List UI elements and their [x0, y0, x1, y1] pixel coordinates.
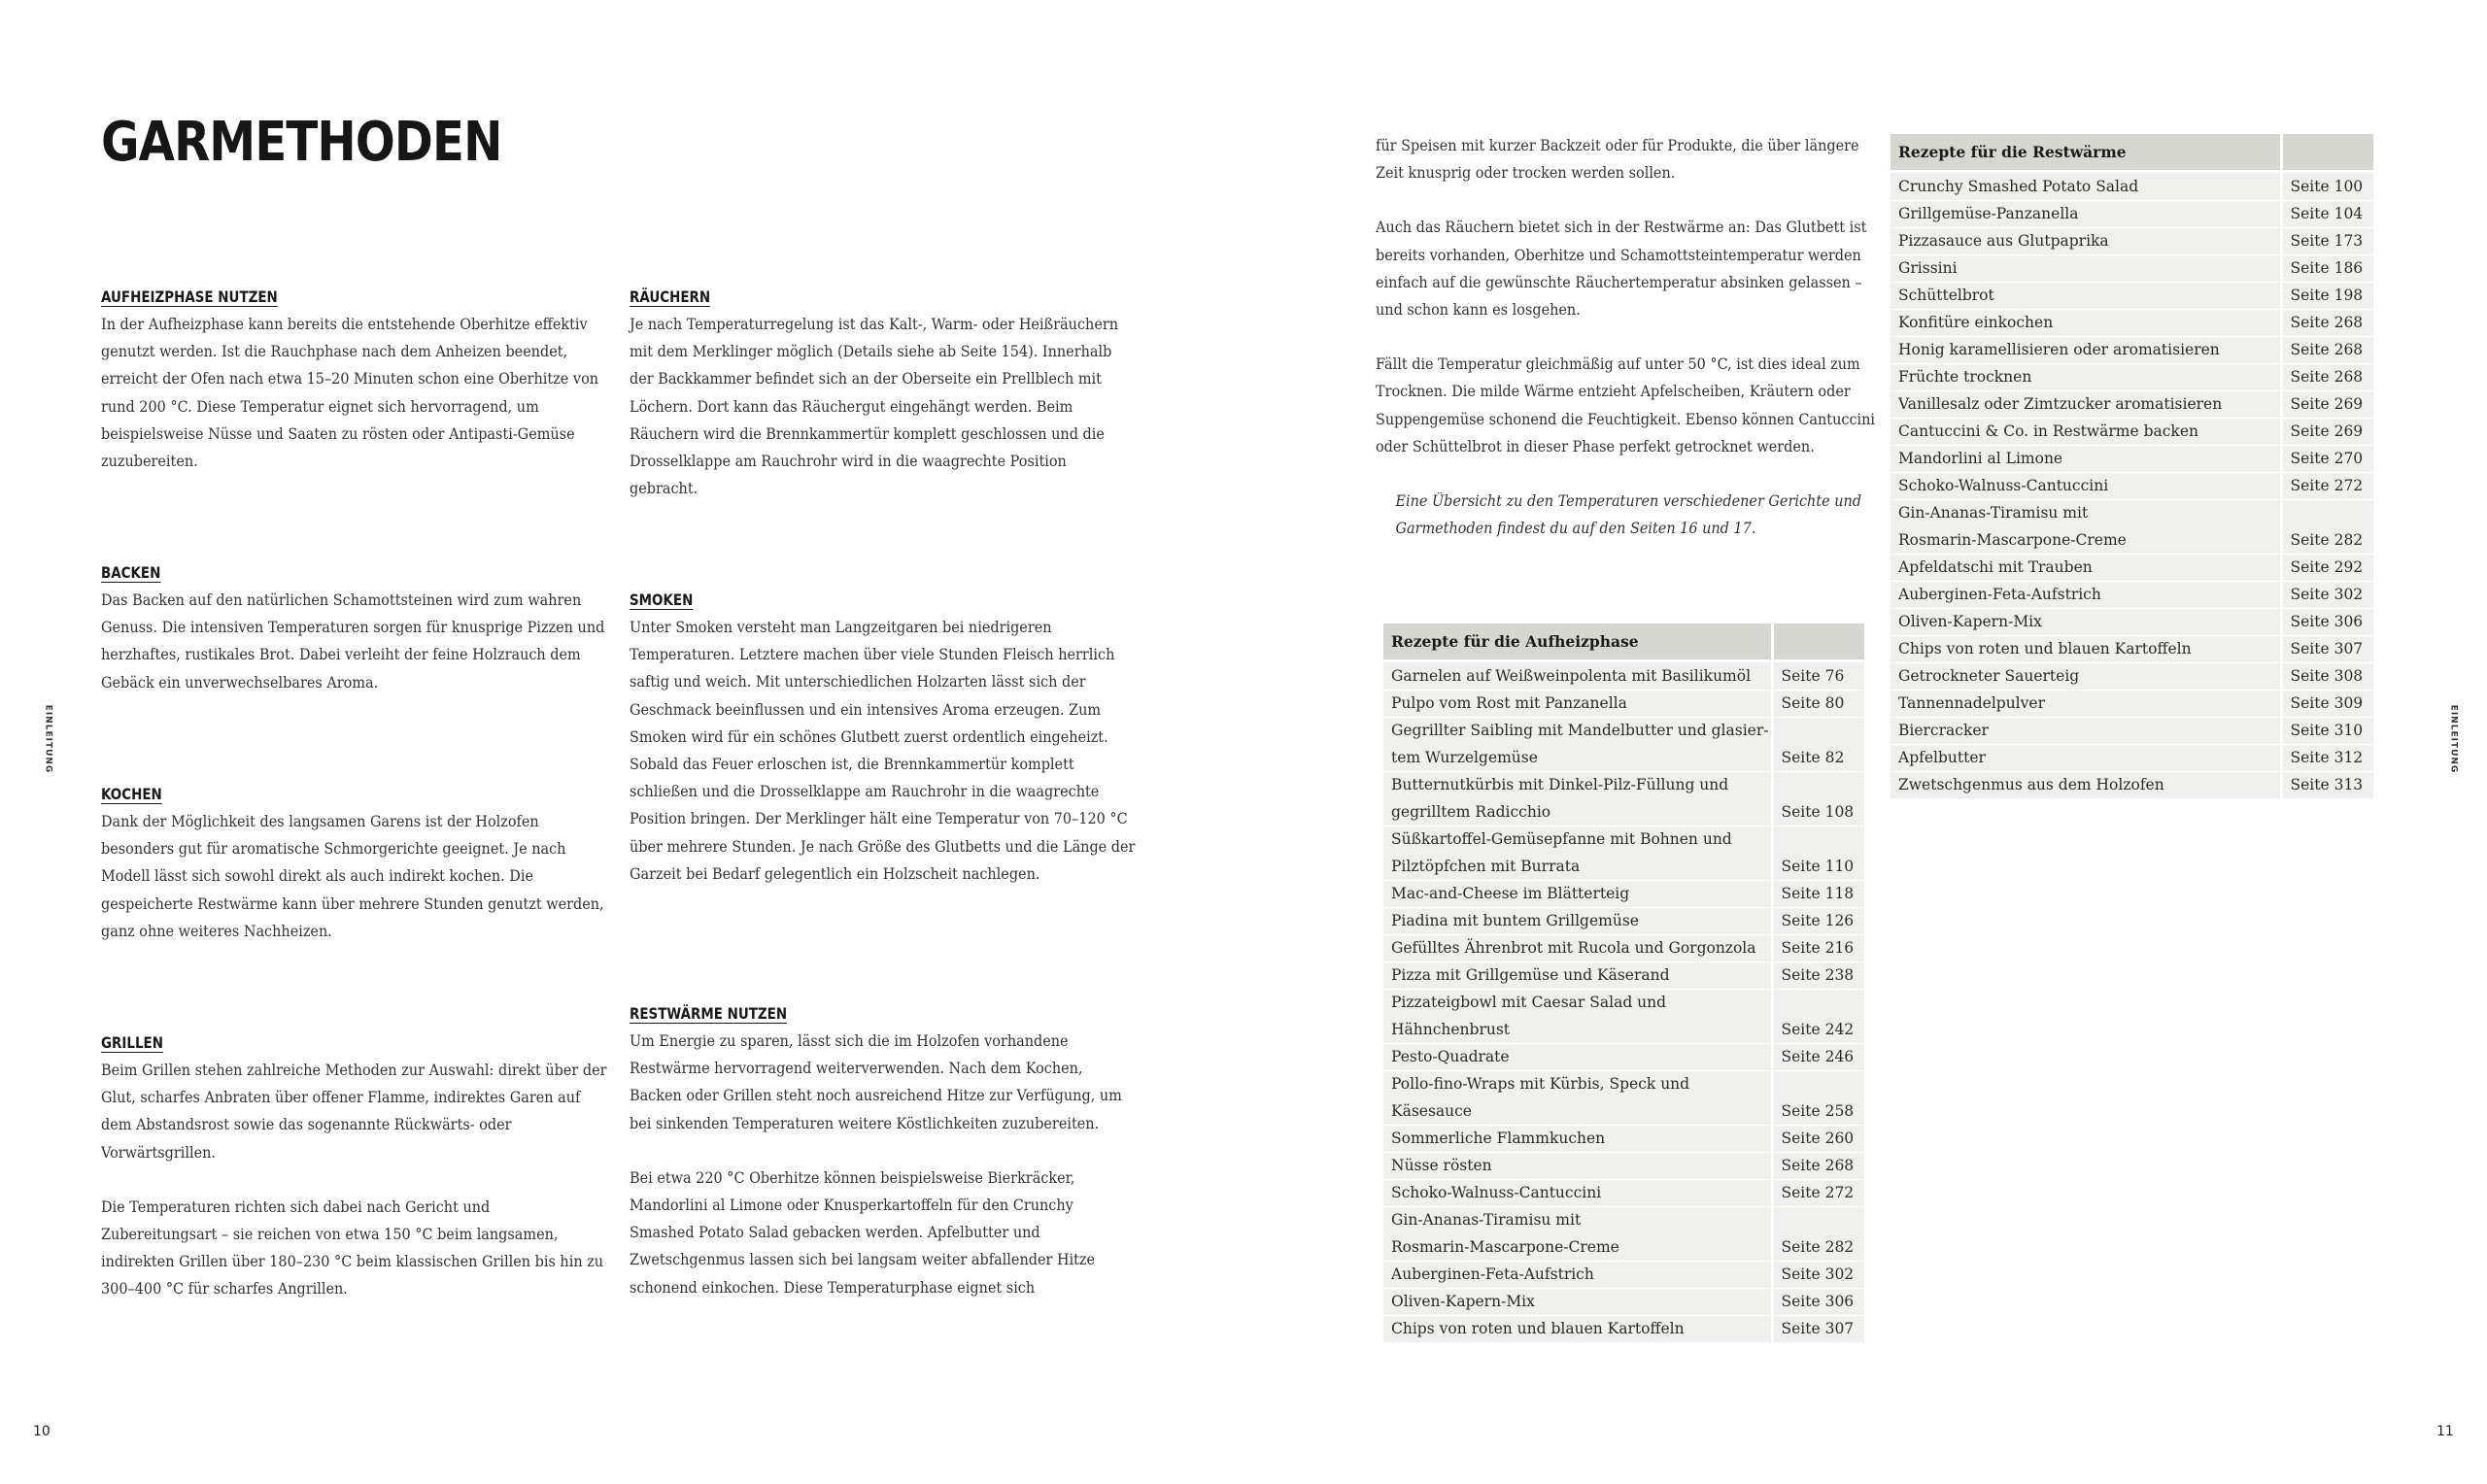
section-restwaerme-continued — [1376, 132, 1881, 542]
recipe-page: Seite 126 — [1772, 907, 1866, 934]
body-paragraph: für Speisen mit kurzer Backzeit oder für Produkte, die über längere Zeit knusprig oder trocken werden sollen. — [1376, 137, 1859, 183]
recipe-name-line: gegrilltem Radicchio — [1391, 802, 1551, 821]
table-row — [1383, 1288, 1866, 1315]
body-paragraph: Dank der Möglichkeit des langsamen Garens ist der Holzofen besonders gut für aromatische Schmorgerichte geeignet. Je nach Modell lässt sich sowohl direkt als auch indirekt kochen. Die gespeicherte Restwärme kann über mehrere Stunden genutzt werden, ganz ohne weiteres Nachheizen. — [101, 813, 604, 940]
section-grillen — [101, 1029, 606, 1303]
table-row — [1383, 717, 1866, 771]
recipe-page: Seite 307 — [1772, 1315, 1866, 1342]
recipe-page: Seite 246 — [1772, 1043, 1866, 1070]
recipe-page: Seite 302 — [2281, 581, 2375, 608]
recipe-page: Seite 198 — [2281, 282, 2375, 309]
recipe-page: Seite 292 — [2281, 554, 2375, 581]
recipe-name-line: Nüsse rösten — [1391, 1156, 1492, 1174]
recipe-name-line: tem Wurzelgemüse — [1391, 748, 1538, 766]
table-header-row — [1383, 624, 1866, 660]
recipe-page: Seite 104 — [2281, 200, 2375, 227]
page-title: GARMETHODEN — [101, 111, 502, 174]
recipe-name — [1891, 309, 2281, 336]
section-heading: KOCHEN — [101, 785, 162, 803]
recipe-page: Seite 80 — [1772, 690, 1866, 717]
recipe-name — [1891, 418, 2281, 445]
recipe-name-line: Gegrillter Saibling mit Mandelbutter und glasier- — [1391, 721, 1769, 739]
section-heading: AUFHEIZPHASE NUTZEN — [101, 287, 278, 306]
recipe-name-line: Gin-Ananas-Tiramisu mit — [1391, 1210, 1582, 1229]
section-heading: BACKEN — [101, 563, 161, 582]
table-row — [1891, 635, 2375, 662]
table-row — [1891, 282, 2375, 309]
recipe-name — [1383, 717, 1772, 771]
recipe-page: Seite 272 — [1772, 1179, 1866, 1206]
side-label-left: EINLEITUNG — [43, 704, 53, 774]
recipe-name-line: Gin-Ananas-Tiramisu mit — [1898, 503, 2089, 522]
table-row — [1891, 608, 2375, 635]
recipe-name — [1891, 171, 2281, 200]
recipe-page: Seite 282 — [1772, 1206, 1866, 1261]
recipe-name-line: Tannennadelpulver — [1898, 693, 2045, 712]
section-backen — [101, 559, 606, 696]
recipe-page: Seite 306 — [1772, 1288, 1866, 1315]
recipe-name-line: Käsesauce — [1391, 1101, 1472, 1120]
recipe-page: Seite 118 — [1772, 880, 1866, 907]
recipe-name — [1383, 1043, 1772, 1070]
recipe-name — [1891, 336, 2281, 363]
recipe-name-line: Grillgemüse-Panzanella — [1898, 204, 2079, 222]
table-row — [1891, 363, 2375, 390]
recipe-name — [1891, 390, 2281, 418]
recipe-name — [1891, 499, 2281, 554]
recipe-name-line: Vanillesalz oder Zimtzucker aromatisieren — [1898, 394, 2223, 413]
recipe-name — [1891, 282, 2281, 309]
body-paragraph: Das Backen auf den natürlichen Schamottsteinen wird zum wahren Genuss. Die intensiven Temperaturen sorgen für knusprige Pizzen und herzhaftes, rustikales Brot. Dabei verleiht der feine Holzrauch dem Gebäck ein unverwechselbares Aroma. — [101, 591, 605, 691]
recipe-name — [1383, 1261, 1772, 1288]
recipe-name — [1383, 880, 1772, 907]
recipe-name-line: Apfeldatschi mit Trauben — [1898, 557, 2093, 576]
table-row — [1891, 309, 2375, 336]
recipe-page: Seite 76 — [1772, 660, 1866, 690]
recipe-page: Seite 242 — [1772, 989, 1866, 1043]
table-row — [1383, 1125, 1866, 1152]
recipe-name-line: Piadina mit buntem Grillgemüse — [1391, 911, 1639, 929]
recipe-name-line: Oliven-Kapern-Mix — [1391, 1292, 1535, 1310]
table-restwaerme — [1891, 134, 2376, 798]
table-heading: Rezepte für die Restwärme — [1891, 134, 2281, 171]
table-row — [1383, 826, 1866, 880]
table-row — [1891, 499, 2375, 554]
recipe-name — [1383, 826, 1772, 880]
recipe-name — [1383, 1152, 1772, 1179]
table-row — [1891, 227, 2375, 254]
recipe-name-line: Auberginen-Feta-Aufstrich — [1391, 1265, 1594, 1283]
table-row — [1891, 336, 2375, 363]
table-row — [1891, 418, 2375, 445]
recipe-name — [1383, 771, 1772, 826]
recipe-page: Seite 302 — [1772, 1261, 1866, 1288]
table-aufheizphase — [1383, 624, 1867, 1342]
recipe-page: Seite 312 — [2281, 744, 2375, 771]
table-row — [1891, 771, 2375, 798]
recipe-name-line: Rosmarin-Mascarpone-Creme — [1898, 530, 2127, 549]
recipe-name-line: Pulpo vom Rost mit Panzanella — [1391, 693, 1627, 712]
recipe-name-line: Hähnchenbrust — [1391, 1020, 1511, 1038]
recipe-name — [1891, 690, 2281, 717]
recipe-name-line: Mandorlini al Limone — [1898, 449, 2063, 467]
recipe-name-line: Pizzasauce aus Glutpaprika — [1898, 231, 2109, 250]
recipe-name — [1383, 934, 1772, 961]
table-row — [1383, 1261, 1866, 1288]
recipe-name — [1383, 1206, 1772, 1261]
recipe-name — [1383, 690, 1772, 717]
recipe-page: Seite 308 — [2281, 662, 2375, 690]
recipe-page: Seite 272 — [2281, 472, 2375, 499]
recipe-page: Seite 268 — [2281, 309, 2375, 336]
recipe-name — [1383, 1070, 1772, 1125]
recipe-name-line: Crunchy Smashed Potato Salad — [1898, 177, 2139, 195]
recipe-name-line: Gefülltes Ährenbrot mit Rucola und Gorgonzola — [1391, 938, 1756, 957]
table-row — [1383, 880, 1866, 907]
recipe-name — [1891, 445, 2281, 472]
recipe-page: Seite 309 — [2281, 690, 2375, 717]
recipe-name — [1891, 363, 2281, 390]
table-row — [1891, 690, 2375, 717]
table-row — [1383, 989, 1866, 1043]
recipe-name-line: Rosmarin-Mascarpone-Creme — [1391, 1237, 1619, 1256]
body-paragraph: Je nach Temperaturregelung ist das Kalt-, Warm- oder Heißräuchern mit dem Merklinger möglich (Details siehe ab Seite 154). Innerhalb der Backkammer befindet sich an der Oberseite ein Prellblech mit Löchern. Dort kann das Räuchergut eingehängt werden. Beim Räuchern wird die Brennkammertür komplett geschlossen und die Drosselklappe am Rauchrohr wird in die waagrechte Position gebracht. — [630, 316, 1119, 498]
recipe-name-line: Chips von roten und blauen Kartoffeln — [1898, 639, 2192, 658]
recipe-page: Seite 307 — [2281, 635, 2375, 662]
body-paragraph: Fällt die Temperatur gleichmäßig auf unter 50 °C, ist dies ideal zum Trocknen. Die milde Wärme entzieht Apfelscheiben, Kräutern oder Suppengemüse schonend die Feuchtigkeit. Ebenso können Cantuccini oder Schüttelbrot in dieser Phase perfekt getrocknet werden. — [1376, 355, 1876, 455]
recipe-page: Seite 258 — [1772, 1070, 1866, 1125]
recipe-name — [1383, 1179, 1772, 1206]
table-row — [1383, 907, 1866, 934]
section-heading: RESTWÄRME NUTZEN — [630, 1004, 788, 1023]
table-row — [1383, 1315, 1866, 1342]
recipe-name-line: Getrockneter Sauerteig — [1898, 666, 2080, 685]
table-row — [1891, 554, 2375, 581]
body-paragraph: In der Aufheizphase kann bereits die entstehende Oberhitze effektiv genutzt werden. Ist die Rauchphase nach dem Anheizen beendet, erreicht der Ofen nach etwa 15–20 Minuten schon eine Oberhitze von rund 200 °C. Diese Temperatur eignet sich hervorragend, um beispielsweise Nüsse und Saaten zu rösten oder Antipasti-Gemüse zuzubereiten. — [101, 316, 599, 471]
table-row — [1383, 1152, 1866, 1179]
recipe-name-line: Honig karamellisieren oder aromatisieren — [1898, 340, 2220, 358]
recipe-page: Seite 82 — [1772, 717, 1866, 771]
recipe-name — [1383, 961, 1772, 989]
recipe-name — [1891, 472, 2281, 499]
table-heading-blank — [2281, 134, 2375, 171]
table-row — [1891, 254, 2375, 282]
body-paragraph: Unter Smoken versteht man Langzeitgaren bei niedrigeren Temperaturen. Letztere machen über viele Stunden Fleisch herrlich saftig und weich. Mit unterschiedlichen Holzarten lässt sich der Geschmack beeinflussen und ein intensives Aroma erzeugen. Zum Smoken wird für ein schönes Glutbett zuerst ordentlich eingeheizt. Sobald das Feuer erloschen ist, die Brennkammertür komplett schließen und die Drosselklappe am Rauchrohr in die waagrechte Position bringen. Der Merklinger hält eine Temperatur von 70–120 °C über mehrere Stunden. Je nach Größe des Glutbetts und die Länge der Garzeit bei Bedarf gelegentlich ein Holzscheit nachlegen. — [630, 619, 1136, 883]
recipe-name — [1383, 1288, 1772, 1315]
section-raeuchern — [630, 284, 1135, 502]
section-heading: RÄUCHERN — [630, 287, 711, 306]
recipe-page: Seite 270 — [2281, 445, 2375, 472]
recipe-name — [1891, 635, 2281, 662]
recipe-page: Seite 268 — [1772, 1152, 1866, 1179]
recipe-name — [1383, 907, 1772, 934]
body-paragraph: Beim Grillen stehen zahlreiche Methoden zur Auswahl: direkt über der Glut, scharfes Anbraten über offener Flamme, indirektes Garen auf dem Abstandsrost sowie das sogenannte Rückwärts- oder Vorwärtsgrillen. — [101, 1062, 607, 1162]
recipe-name — [1383, 1125, 1772, 1152]
table-row — [1383, 660, 1866, 690]
table-row — [1891, 390, 2375, 418]
recipe-name — [1383, 660, 1772, 690]
recipe-name-line: Zwetschgenmus aus dem Holzofen — [1898, 775, 2164, 793]
table-row — [1383, 934, 1866, 961]
table-row — [1383, 1179, 1866, 1206]
body-paragraph: Die Temperaturen richten sich dabei nach Gericht und Zubereitungsart – sie reichen von etwa 150 °C beim langsamen, indirekten Grillen über 180–230 °C beim klassischen Grillen bis hin zu 300–400 °C für scharfes Angrillen. — [101, 1197, 604, 1298]
recipe-page: Seite 310 — [2281, 717, 2375, 744]
recipe-name-line: Sommerliche Flammkuchen — [1391, 1129, 1606, 1147]
table-row — [1891, 717, 2375, 744]
recipe-name-line: Pizza mit Grillgemüse und Käserand — [1391, 965, 1670, 984]
body-paragraph: Auch das Räuchern bietet sich in der Restwärme an: Das Glutbett ist bereits vorhanden, Oberhitze und Schamottsteintemperatur werden einfach auf die gewünschte Räuchertemperatur absinken gelassen – und schon kann es losgehen. — [1376, 219, 1867, 320]
table-row — [1891, 200, 2375, 227]
recipe-page: Seite 282 — [2281, 499, 2375, 554]
recipe-name — [1891, 200, 2281, 227]
table-row — [1383, 961, 1866, 989]
recipe-name — [1891, 771, 2281, 798]
recipe-name — [1891, 662, 2281, 690]
recipe-name-line: Schoko-Walnuss-Cantuccini — [1898, 476, 2109, 494]
recipe-name — [1891, 581, 2281, 608]
recipe-name-line: Pesto-Quadrate — [1391, 1047, 1510, 1065]
page-number-left: 10 — [33, 1424, 51, 1439]
recipe-name-line: Biercracker — [1898, 721, 1989, 739]
recipe-name-line: Pizzateigbowl mit Caesar Salad und — [1391, 993, 1667, 1011]
table-row — [1383, 1043, 1866, 1070]
table-row — [1891, 662, 2375, 690]
recipe-name-line: Früchte trocknen — [1898, 367, 2032, 386]
table-row — [1383, 1070, 1866, 1125]
recipe-name-line: Oliven-Kapern-Mix — [1898, 612, 2042, 630]
reference-note: Eine Übersicht zu den Temperaturen verschiedener Gerichte und Garmethoden findest du auf den Seiten 16 und 17. — [1395, 492, 1862, 538]
recipe-name-line: Süßkartoffel-Gemüsepfanne mit Bohnen und — [1391, 829, 1732, 848]
recipe-page: Seite 100 — [2281, 171, 2375, 200]
recipe-page: Seite 268 — [2281, 363, 2375, 390]
recipe-name — [1383, 989, 1772, 1043]
recipe-name-line: Mac-and-Cheese im Blätterteig — [1391, 884, 1630, 902]
recipe-name-line: Auberginen-Feta-Aufstrich — [1898, 585, 2101, 603]
recipe-name-line: Schüttelbrot — [1898, 286, 1994, 304]
recipe-page: Seite 313 — [2281, 771, 2375, 798]
recipe-name — [1891, 227, 2281, 254]
table-row — [1891, 445, 2375, 472]
section-restwaerme — [630, 1000, 1135, 1301]
recipe-name-line: Schoko-Walnuss-Cantuccini — [1391, 1183, 1602, 1201]
recipe-name-line: Grissini — [1898, 258, 1958, 277]
recipe-page: Seite 108 — [1772, 771, 1866, 826]
recipe-page: Seite 238 — [1772, 961, 1866, 989]
section-kochen — [101, 781, 606, 945]
recipe-name — [1891, 554, 2281, 581]
table-header-row — [1891, 134, 2375, 171]
table-row — [1891, 744, 2375, 771]
recipe-name — [1383, 1315, 1772, 1342]
recipe-page: Seite 216 — [1772, 934, 1866, 961]
recipe-name-line: Cantuccini & Co. in Restwärme backen — [1898, 422, 2198, 440]
recipe-page: Seite 110 — [1772, 826, 1866, 880]
section-heading: SMOKEN — [630, 590, 694, 609]
table-row — [1891, 171, 2375, 200]
page-number-right: 11 — [2436, 1424, 2454, 1439]
table-heading: Rezepte für die Aufheizphase — [1383, 624, 1772, 660]
recipe-name — [1891, 744, 2281, 771]
recipe-name-line: Konfitüre einkochen — [1898, 313, 2054, 331]
table-row — [1891, 581, 2375, 608]
recipe-page: Seite 306 — [2281, 608, 2375, 635]
table-heading-blank — [1772, 624, 1866, 660]
recipe-page: Seite 269 — [2281, 418, 2375, 445]
body-paragraph: Bei etwa 220 °C Oberhitze können beispielsweise Bierkräcker, Mandorlini al Limone oder Knusperkartoffeln für den Crunchy Smashed Potato Salad gebacken werden. Apfelbutter und Zwetschgenmus lassen sich bei langsam weiter abfallender Hitze schonend einkochen. Diese Temperaturphase eignet sich — [630, 1168, 1096, 1297]
table-row — [1891, 472, 2375, 499]
recipe-name-line: Pollo-fino-Wraps mit Kürbis, Speck und — [1391, 1074, 1690, 1093]
recipe-name-line: Butternutkürbis mit Dinkel-Pilz-Füllung und — [1391, 775, 1729, 793]
side-label-right: EINLEITUNG — [2448, 704, 2459, 774]
recipe-name-line: Pilztöpfchen mit Burrata — [1391, 857, 1581, 875]
table-row — [1383, 771, 1866, 826]
section-heading: GRILLEN — [101, 1033, 163, 1052]
recipe-name-line: Apfelbutter — [1898, 748, 1986, 766]
table-row — [1383, 1206, 1866, 1261]
recipe-name — [1891, 608, 2281, 635]
table-row — [1383, 690, 1866, 717]
recipe-page: Seite 260 — [1772, 1125, 1866, 1152]
recipe-page: Seite 268 — [2281, 336, 2375, 363]
section-smoken — [630, 587, 1135, 888]
recipe-name-line: Chips von roten und blauen Kartoffeln — [1391, 1319, 1685, 1337]
recipe-page: Seite 186 — [2281, 254, 2375, 282]
recipe-page: Seite 269 — [2281, 390, 2375, 418]
recipe-name — [1891, 717, 2281, 744]
recipe-name — [1891, 254, 2281, 282]
recipe-name-line: Garnelen auf Weißweinpolenta mit Basilikumöl — [1391, 666, 1752, 685]
body-paragraph: Um Energie zu sparen, lässt sich die im Holzofen vorhandene Restwärme hervorragend weiterverwenden. Nach dem Kochen, Backen oder Grillen steht noch ausreichend Hitze zur Verfügung, um bei sinkenden Temperaturen weitere Köstlichkeiten zuzubereiten. — [630, 1032, 1122, 1132]
section-aufheizphase — [101, 284, 606, 475]
recipe-page: Seite 173 — [2281, 227, 2375, 254]
